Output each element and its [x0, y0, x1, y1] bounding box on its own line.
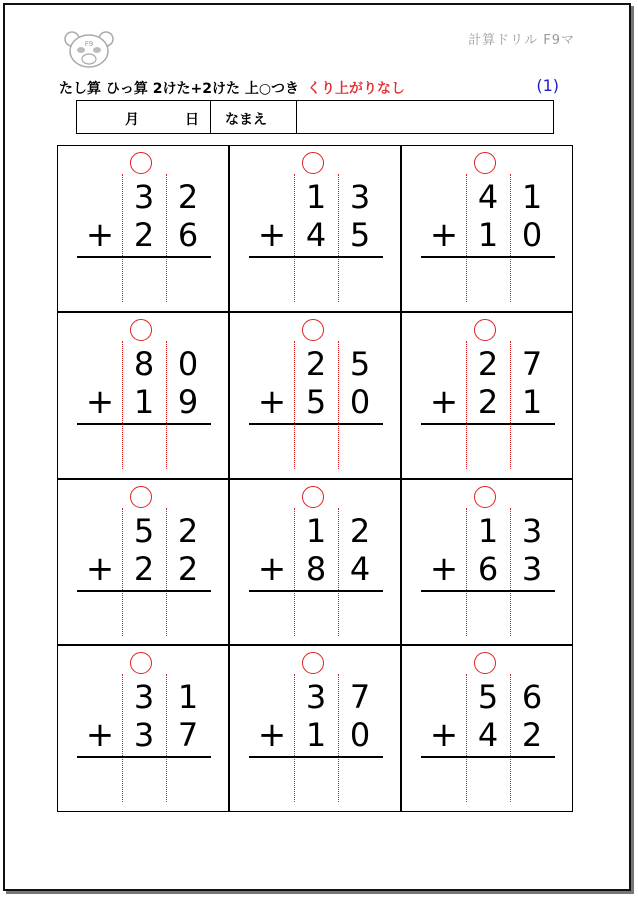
plus-sign: +	[429, 715, 459, 756]
problem-cell	[229, 145, 401, 312]
addend-top-digit: 1	[177, 678, 199, 717]
addend-bottom-digit: 2	[133, 549, 155, 588]
carry-circle[interactable]	[474, 152, 496, 174]
answer-area[interactable]	[249, 593, 383, 637]
addend-top-digit: 2	[349, 511, 371, 550]
addend-top-digit: 8	[133, 344, 155, 383]
addend-bottom-digit: 2	[521, 716, 543, 755]
problem-cell	[401, 645, 573, 812]
plus-sign: +	[85, 381, 115, 422]
carry-circle[interactable]	[474, 486, 496, 508]
plus-sign: +	[429, 548, 459, 589]
plus-sign: +	[429, 215, 459, 255]
answer-area[interactable]	[77, 259, 211, 303]
sum-line	[421, 256, 555, 258]
addend-bottom-digit: 0	[349, 382, 371, 421]
answer-area[interactable]	[421, 426, 555, 470]
addend-bottom-digit: 1	[521, 382, 543, 421]
addend-top-digit: 1	[305, 511, 327, 550]
addend-bottom-digit: 2	[477, 382, 499, 421]
sum-line	[77, 256, 211, 258]
sum-line	[249, 590, 383, 592]
plus-sign: +	[257, 548, 287, 589]
addend-top-digit: 5	[133, 511, 155, 550]
carry-circle[interactable]	[302, 319, 324, 341]
carry-circle[interactable]	[302, 152, 324, 174]
worksheet-title-bar	[59, 78, 559, 98]
svg-text:F9: F9	[84, 40, 94, 48]
addend-bottom-digit: 8	[305, 549, 327, 588]
carry-circle[interactable]	[302, 486, 324, 508]
plus-sign: +	[85, 215, 115, 255]
addend-bottom-digit: 2	[177, 549, 199, 588]
plus-sign: +	[257, 215, 287, 255]
plus-sign: +	[85, 548, 115, 589]
day-label: 日	[185, 112, 199, 128]
name-label: なまえ	[225, 112, 267, 128]
addend-top-digit: 5	[477, 678, 499, 717]
addend-top-digit: 3	[133, 178, 155, 216]
month-label: 月	[125, 112, 139, 128]
carry-circle[interactable]	[474, 652, 496, 674]
sum-line	[77, 590, 211, 592]
addend-bottom-digit: 4	[305, 216, 327, 254]
addend-top-digit: 7	[349, 678, 371, 717]
name-label-cell	[211, 101, 297, 133]
problem-cell	[57, 479, 229, 646]
addend-bottom-digit: 5	[349, 216, 371, 254]
answer-area[interactable]	[77, 426, 211, 470]
answer-area[interactable]	[249, 426, 383, 470]
addend-top-digit: 1	[477, 511, 499, 550]
answer-area[interactable]	[77, 759, 211, 803]
addend-bottom-digit: 6	[477, 549, 499, 588]
sum-line	[249, 423, 383, 425]
worksheet-subtitle: くり上がりなし	[307, 81, 405, 97]
problem-cell	[57, 145, 229, 312]
addend-top-digit: 2	[477, 344, 499, 383]
addend-bottom-digit: 0	[521, 216, 543, 254]
name-date-box	[76, 100, 554, 134]
addend-top-digit: 0	[177, 344, 199, 383]
answer-area[interactable]	[77, 593, 211, 637]
sum-line	[421, 590, 555, 592]
answer-area[interactable]	[421, 759, 555, 803]
addend-top-digit: 2	[177, 178, 199, 216]
addend-bottom-digit: 0	[349, 716, 371, 755]
answer-area[interactable]	[249, 259, 383, 303]
plus-sign: +	[85, 715, 115, 756]
sum-line	[249, 756, 383, 758]
addend-top-digit: 1	[305, 178, 327, 216]
worksheet-title: たし算 ひっ算 2けた+2けた 上○つき	[59, 81, 300, 97]
problem-cell	[401, 145, 573, 312]
carry-circle[interactable]	[130, 152, 152, 174]
addend-top-digit: 3	[521, 511, 543, 550]
addend-bottom-digit: 3	[521, 549, 543, 588]
addend-top-digit: 2	[177, 511, 199, 550]
plus-sign: +	[257, 715, 287, 756]
bear-logo-icon	[63, 29, 115, 69]
date-field[interactable]	[77, 101, 211, 133]
addend-bottom-digit: 1	[133, 382, 155, 421]
addend-top-digit: 3	[133, 678, 155, 717]
sum-line	[249, 256, 383, 258]
name-field[interactable]	[297, 101, 553, 133]
addend-bottom-digit: 5	[305, 382, 327, 421]
problem-cell	[229, 312, 401, 479]
addend-bottom-digit: 1	[305, 716, 327, 755]
carry-circle[interactable]	[302, 652, 324, 674]
sum-line	[77, 423, 211, 425]
addend-top-digit: 4	[477, 178, 499, 216]
carry-circle[interactable]	[130, 486, 152, 508]
carry-circle[interactable]	[130, 319, 152, 341]
addend-top-digit: 1	[521, 178, 543, 216]
plus-sign: +	[257, 381, 287, 422]
addend-top-digit: 7	[521, 344, 543, 383]
sum-line	[77, 756, 211, 758]
problem-cell	[229, 645, 401, 812]
problem-cell	[401, 479, 573, 646]
problem-cell	[57, 312, 229, 479]
addend-bottom-digit: 4	[349, 549, 371, 588]
addend-bottom-digit: 7	[177, 716, 199, 755]
brand-label: 計算ドリル F9マ	[468, 33, 575, 48]
addend-bottom-digit: 1	[477, 216, 499, 254]
sheet-number: (1)	[536, 76, 559, 95]
addend-bottom-digit: 4	[477, 716, 499, 755]
answer-area[interactable]	[421, 593, 555, 637]
sum-line	[421, 756, 555, 758]
addend-top-digit: 3	[305, 678, 327, 717]
answer-area[interactable]	[249, 759, 383, 803]
addend-bottom-digit: 2	[133, 216, 155, 254]
answer-area[interactable]	[421, 259, 555, 303]
addend-top-digit: 3	[349, 178, 371, 216]
addend-bottom-digit: 9	[177, 382, 199, 421]
carry-circle[interactable]	[474, 319, 496, 341]
problem-grid	[57, 145, 573, 812]
plus-sign: +	[429, 381, 459, 422]
carry-circle[interactable]	[130, 652, 152, 674]
problem-cell	[57, 645, 229, 812]
addend-top-digit: 5	[349, 344, 371, 383]
addend-top-digit: 6	[521, 678, 543, 717]
addend-bottom-digit: 6	[177, 216, 199, 254]
problem-cell	[401, 312, 573, 479]
problem-cell	[229, 479, 401, 646]
addend-bottom-digit: 3	[133, 716, 155, 755]
addend-top-digit: 2	[305, 344, 327, 383]
sum-line	[421, 423, 555, 425]
